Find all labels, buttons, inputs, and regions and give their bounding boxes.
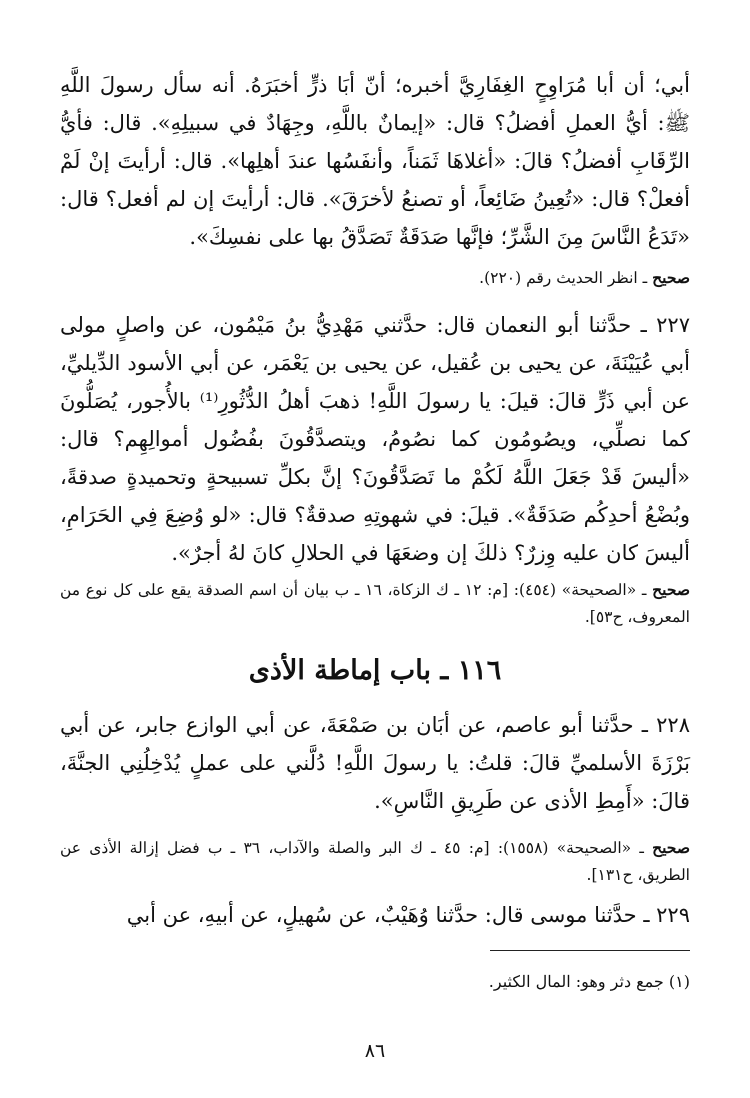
hadith-226-text: أبي؛ أن أبا مُرَاوِحٍ الغِفَارِيَّ أخبره؛ أنّ أبَا ذرٍّ أخبَرَهُ. أنه سأل رسولَ اللَّهِ ﷺ: أيُّ العملِ أفضلُ؟ قال: «إيمانٌ باللَّهِ، وجِهَادٌ في سبيلِهِ». قال: فأيُّ الرِّقَابِ أفضلُ؟ قالَ: «أغلاهَا ثَمَناً، وأنفَسُها عندَ أهلِها». قال: أرأيتَ إنْ لَمْ أفعلْ؟ قال: «تُعِينُ ضَائِعاً، أو تصنعُ لأخرَقَ». قال: أرأيتَ إن لم أفعل؟ قال: «تَدَعُ النَّاسَ مِنَ الشَّرِّ؛ فإنَّها صَدَقَةٌ تَصَدَّقُ بها على نفسِكَ». — [60, 73, 690, 249]
note-text: ـ «الصحيحة» (١٥٥٨): [م: ٤٥ ـ ك البر والصلة والآداب، ٣٦ ـ ب فضل إزالة الأذى عن الطريق، ح١٣١]. — [60, 839, 690, 884]
takhrij-note-226 — [60, 264, 690, 292]
hadith-227-text: ٢٢٧ ـ حدَّثنا أبو النعمان قال: حدَّثني مَهْدِيُّ بنُ مَيْمُون، عن واصلٍ مولى أبي عُيَيْنَةَ، عن يحيى بن عُقيل، عن يحيى بن يَعْمَر، عن أبي الأسود الدِّيليِّ، عن أبي ذَرٍّ قالَ: قيلَ: يا رسولَ اللَّهِ! ذهبَ أهلُ الدُّثُورِ⁽¹⁾ بالأُجور، يُصَلُّونَ كما نصلِّي، ويصُومُون كما نصُومُ، ويتصدَّقُونَ بفُضُول أموالِهِم؟ قال: «أليسَ قَدْ جَعَلَ اللَّهُ لَكُمْ ما تَصَدَّقُونَ؟ إنَّ بكلِّ تسبيحةٍ وتحميدةٍ صدقةً، وبُضْعُ أحدِكُم صَدَقَةٌ». قيلَ: في شهوتِهِ صدقةٌ؟ قال: «لو وُضِعَ فِي الحَرَامِ، أليسَ كان عليه وِزرٌ؟ ذلكَ إن وضعَهَا في الحلالِ كانَ لهُ أجرٌ». — [60, 313, 690, 565]
page-number: ٨٦ — [364, 1040, 386, 1062]
hadith-continuation — [60, 66, 690, 256]
note-text: ـ «الصحيحة» (٤٥٤): [م: ١٢ ـ ك الزكاة، ١٦ ـ ب بيان أن اسم الصدقة يقع على كل نوع من المعروف، ح٥٣]. — [60, 581, 690, 626]
chapter-heading: ١١٦ ـ باب إماطة الأذى — [248, 655, 502, 686]
hadith-228-text: ٢٢٨ ـ حدَّثنا أبو عاصم، عن أبَان بن صَمْعَةَ، عن أبي الوازع جابر، عن أبي بَرْزَةَ الأسلميِّ قالَ: قلتُ: يا رسولَ اللَّهِ! دُلَّني على عملٍ يُدْخِلُنِي الجنَّةَ، قالَ: «أَمِطِ الأذى عن طَرِيقِ النَّاسِ». — [60, 713, 690, 813]
hadith-229 — [60, 896, 690, 934]
grade-label: صحيح — [652, 268, 690, 287]
takhrij-note-227 — [60, 576, 690, 631]
grade-label: صحيح — [652, 838, 690, 857]
footnote: (١) جمع دثر وهو: المال الكثير. — [488, 972, 690, 991]
hadith-228 — [60, 706, 690, 820]
grade-label: صحيح — [652, 580, 690, 599]
hadith-229-text: ٢٢٩ ـ حدَّثنا موسى قال: حدَّثنا وُهَيْبٌ، عن سُهيلٍ، عن أبيهِ، عن أبي — [126, 903, 690, 927]
note-text: ـ انظر الحديث رقم (٢٢٠). — [479, 269, 653, 287]
takhrij-note-228 — [60, 834, 690, 889]
footnote-divider — [490, 950, 690, 951]
hadith-227 — [60, 306, 690, 572]
